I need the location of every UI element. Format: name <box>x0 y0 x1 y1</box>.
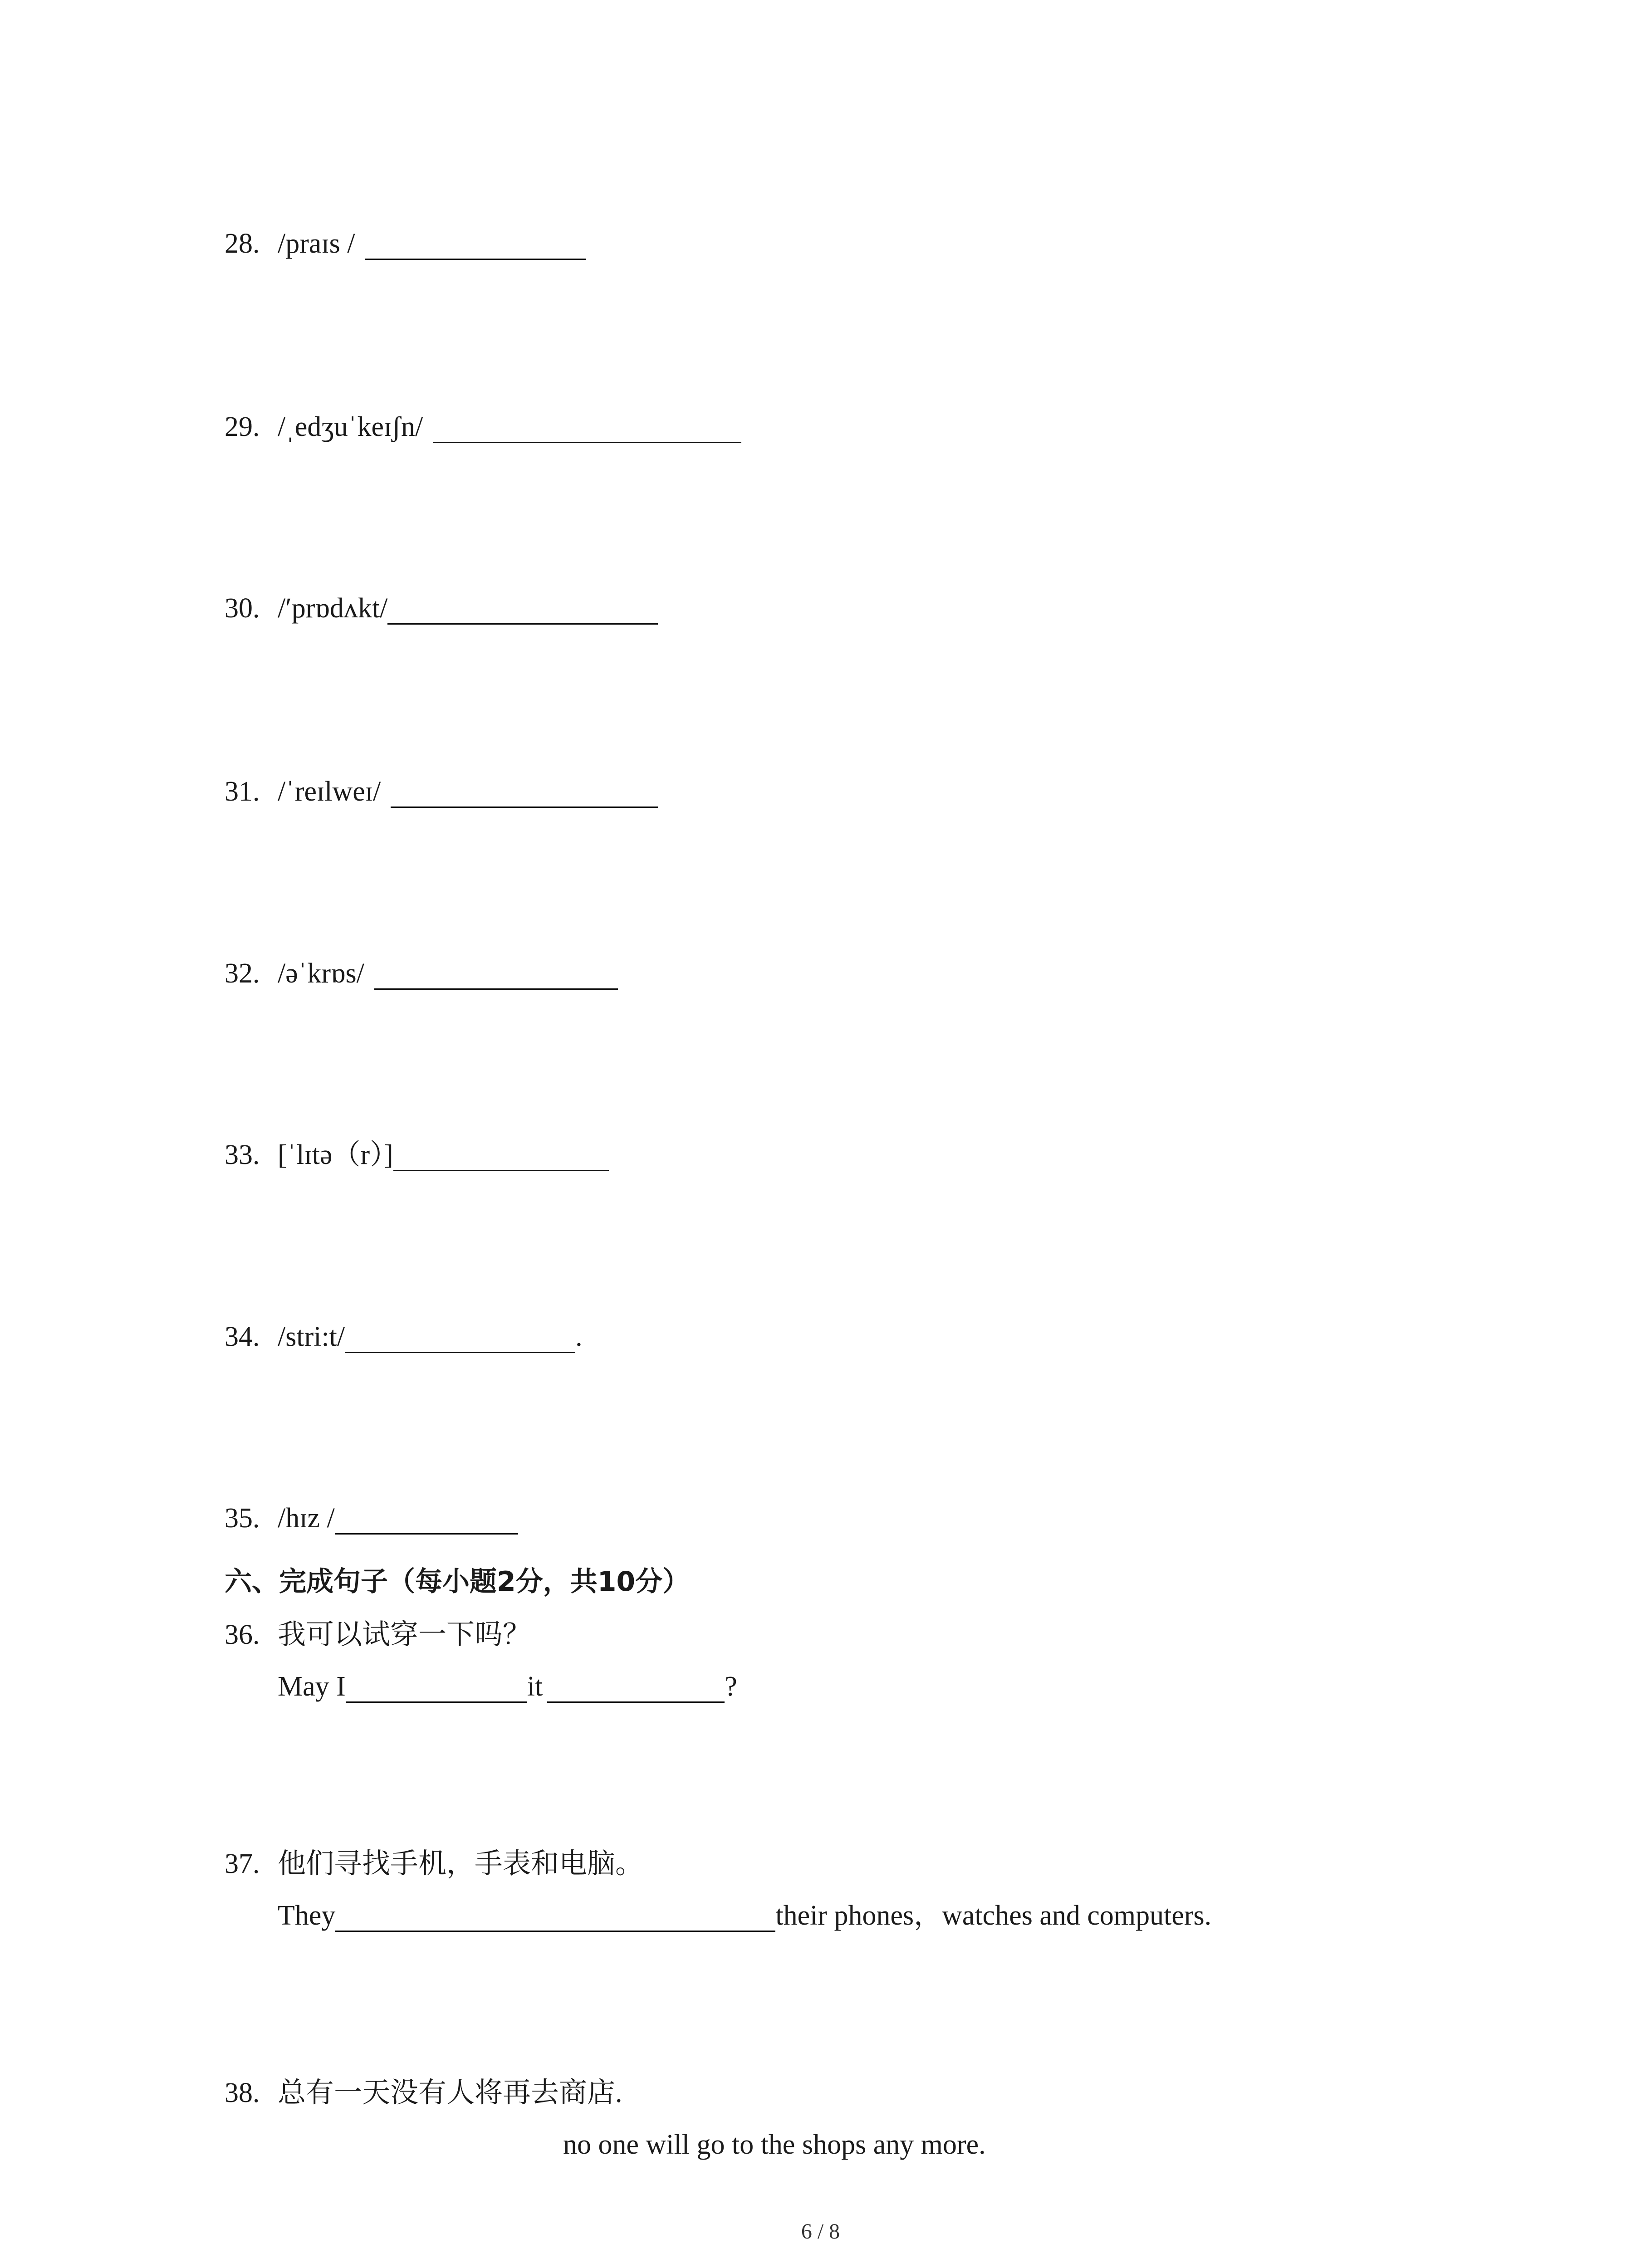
phonetic-text: /praɪs / <box>278 228 355 259</box>
question-number: 34. <box>225 1321 260 1352</box>
question-number: 29. <box>225 411 260 442</box>
phonetic-text: /ˌedʒuˈkeɪʃn/ <box>278 411 423 442</box>
question-number: 31. <box>225 776 260 807</box>
answer-blank <box>346 1673 527 1703</box>
question-number: 28. <box>225 228 260 259</box>
sentence-fragment: May I <box>278 1671 346 1702</box>
answer-blank <box>335 1902 775 1932</box>
sentence-fragment: ? <box>725 1671 737 1702</box>
sentence-fragment: their phones，watches and computers. <box>775 1900 1212 1931</box>
question-number: 30. <box>225 593 260 624</box>
answer-blank <box>391 778 658 808</box>
question-number: 36. <box>225 1619 260 1650</box>
answer-blank <box>393 1142 609 1171</box>
phonetic-text: /ˈreɪlweɪ/ <box>278 776 381 807</box>
chinese-prompt: 总有一天没有人将再去商店. <box>278 2077 622 2108</box>
phonetic-text: [ˈlɪtə（r）] <box>278 1139 393 1170</box>
question-28 <box>225 228 586 260</box>
phonetic-text: /hɪz / <box>278 1503 335 1534</box>
question-number: 37. <box>225 1848 260 1879</box>
sentence-fragment: They <box>278 1900 336 1931</box>
question-38-answer-line <box>563 2129 986 2160</box>
question-37 <box>225 1848 643 1880</box>
sentence-period: . <box>575 1321 583 1352</box>
question-31 <box>225 776 658 808</box>
answer-blank <box>547 1673 725 1703</box>
question-32 <box>225 958 618 990</box>
page-number: 6 / 8 <box>801 2219 840 2244</box>
answer-blank <box>374 960 618 990</box>
question-33 <box>225 1139 609 1171</box>
question-34 <box>225 1321 583 1353</box>
answer-blank <box>433 414 741 443</box>
question-number: 38. <box>225 2077 260 2108</box>
chinese-prompt: 他们寻找手机，手表和电脑。 <box>278 1848 644 1879</box>
question-36-answer-line <box>278 1671 737 1703</box>
sentence-fragment: it <box>527 1671 543 1702</box>
answer-blank <box>345 1324 575 1353</box>
question-number: 32. <box>225 958 260 989</box>
question-35 <box>225 1502 518 1535</box>
question-29 <box>225 411 741 443</box>
question-36 <box>225 1619 531 1651</box>
phonetic-text: /stri:t/ <box>278 1321 345 1352</box>
chinese-prompt: 我可以试穿一下吗？ <box>278 1619 531 1650</box>
answer-blank <box>365 230 586 260</box>
section-heading: 六、完成句子（每小题2分，共10分） <box>225 1566 690 1598</box>
answer-blank <box>335 1505 518 1535</box>
phonetic-text: /′prɒdʌkt/ <box>278 593 388 624</box>
question-number: 33. <box>225 1139 260 1170</box>
question-number: 35. <box>225 1503 260 1534</box>
phonetic-text: /əˈkrɒs/ <box>278 958 364 989</box>
question-30 <box>225 592 658 625</box>
question-37-answer-line <box>278 1900 1211 1932</box>
answer-blank <box>387 595 658 625</box>
question-38 <box>225 2077 622 2109</box>
sentence-fragment: no one will go to the shops any more. <box>563 2129 986 2160</box>
